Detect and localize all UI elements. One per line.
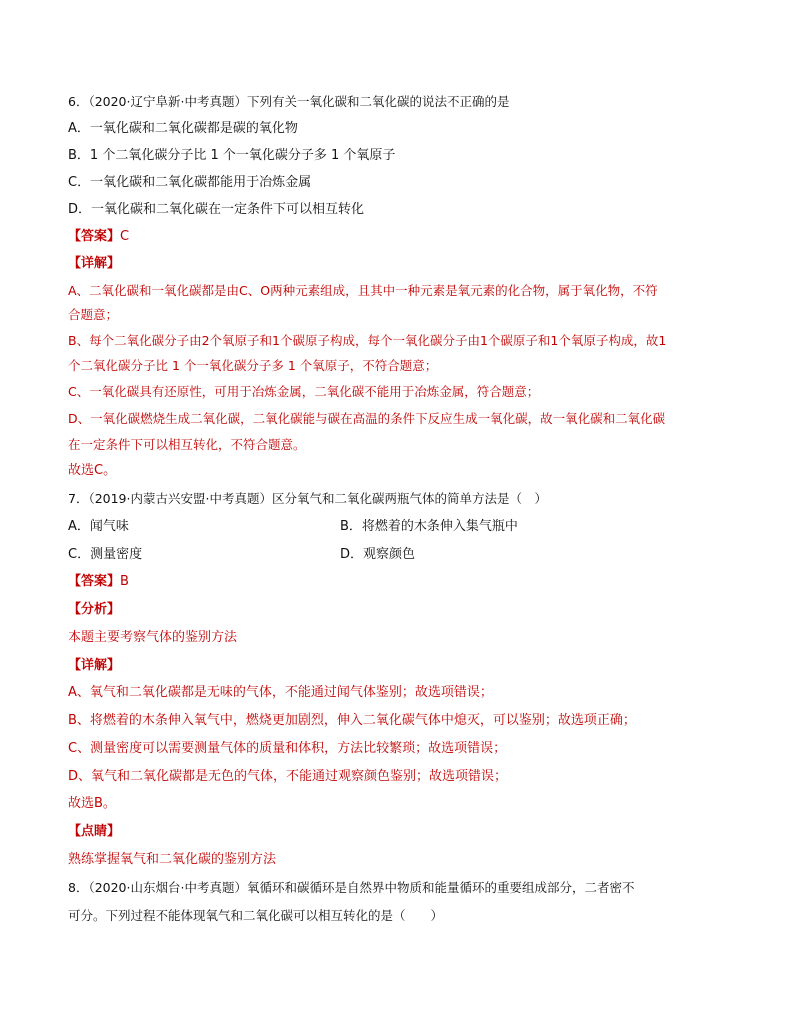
- question-6-option-c: C．一氧化碳和二氧化碳都能用于冶炼金属: [68, 175, 312, 190]
- question-6-detail-tag: 【详解】: [68, 256, 121, 271]
- question-6-detail-line: 在一定条件下可以相互转化，不符合题意。: [68, 437, 306, 452]
- question-7-option-d: D．观察颜色: [340, 547, 416, 562]
- question-7-option-c: C．测量密度: [68, 547, 143, 562]
- question-6-answer: [68, 228, 129, 246]
- question-7-detail-line: A、氧气和二氧化碳都是无味的气体，不能通过闻气体鉴别；故选项错误；: [68, 685, 493, 700]
- question-7-options-row-2: [68, 546, 416, 564]
- question-6-detail-line: 合题意；: [68, 307, 119, 322]
- question-7-detail-line: D、氧气和二氧化碳都是无色的气体，不能通过观察颜色鉴别；故选项错误；: [68, 769, 508, 784]
- question-6-detail-line: C、一氧化碳具有还原性，可用于冶炼金属，二氧化碳不能用于冶炼金属，符合题意；: [68, 384, 540, 399]
- question-6-option-b: B．1 个二氧化碳分子比 1 个一氧化碳分子多 1 个氧原子: [68, 148, 396, 163]
- question-7-conclusion: 故选B。: [68, 796, 116, 811]
- question-7-comment-tag: 【点睛】: [68, 824, 121, 839]
- answer-tag: 【答案】: [68, 574, 121, 589]
- question-7-analysis-text: 本题主要考察气体的鉴别方法: [68, 630, 238, 645]
- answer-value: B: [120, 574, 129, 589]
- question-6-detail-line: B、每个二氧化碳分子由2个氧原子和1个碳原子构成，每个一氧化碳分子由1个碳原子和1个氧原子构成，故1: [68, 333, 667, 348]
- answer-tag: 【答案】: [68, 229, 121, 244]
- answer-value: C: [120, 229, 130, 244]
- question-7-detail-line: C、测量密度可以需要测量气体的质量和体积，方法比较繁琐；故选项错误；: [68, 741, 507, 756]
- question-7-options-row-1: [68, 518, 518, 536]
- question-8-stem-line: 8．（2020·山东烟台·中考真题）氧循环和碳循环是自然界中物质和能量循环的重要组成部分，二者密不: [68, 880, 635, 895]
- question-7-detail-line: B、将燃着的木条伸入氧气中，燃烧更加剧烈，伸入二氧化碳气体中熄灭，可以鉴别；故选项正确；: [68, 713, 636, 728]
- question-8-stem-line: 可分。下列过程不能体现氧气和二氧化碳可以相互转化的是（ ）: [68, 908, 444, 923]
- question-6-detail-line: A、二氧化碳和一氧化碳都是由C、O两种元素组成，且其中一种元素是氧元素的化合物，属于氧化物，不符: [68, 283, 658, 298]
- question-6-conclusion: 故选C。: [68, 463, 117, 478]
- question-6-detail-line: D、一氧化碳燃烧生成二氧化碳，二氧化碳能与碳在高温的条件下反应生成一氧化碳，故一氧化碳和二氧化碳: [68, 411, 666, 426]
- question-7-analysis-tag: 【分析】: [68, 602, 121, 617]
- question-6-stem: 6．（2020·辽宁阜新·中考真题）下列有关一氧化碳和二氧化碳的说法不正确的是: [68, 94, 510, 109]
- question-7-option-a: A．闻气味: [68, 519, 129, 534]
- question-7-detail-tag: 【详解】: [68, 658, 121, 673]
- question-7-option-b: B．将燃着的木条伸入集气瓶中: [340, 519, 518, 534]
- question-7-answer: [68, 573, 129, 591]
- question-7-stem: 7．（2019·内蒙古兴安盟·中考真题）区分氧气和二氧化碳两瓶气体的简单方法是（ ）: [68, 491, 547, 506]
- question-7-comment-text: 熟练掌握氧气和二氧化碳的鉴别方法: [68, 852, 277, 867]
- question-6-detail-line: 个二氧化碳分子比 1 个一氧化碳分子多 1 个氧原子，不符合题意；: [68, 358, 438, 373]
- question-6-option-a: A．一氧化碳和二氧化碳都是碳的氧化物: [68, 121, 298, 136]
- question-6-option-d: D．一氧化碳和二氧化碳在一定条件下可以相互转化: [68, 202, 365, 217]
